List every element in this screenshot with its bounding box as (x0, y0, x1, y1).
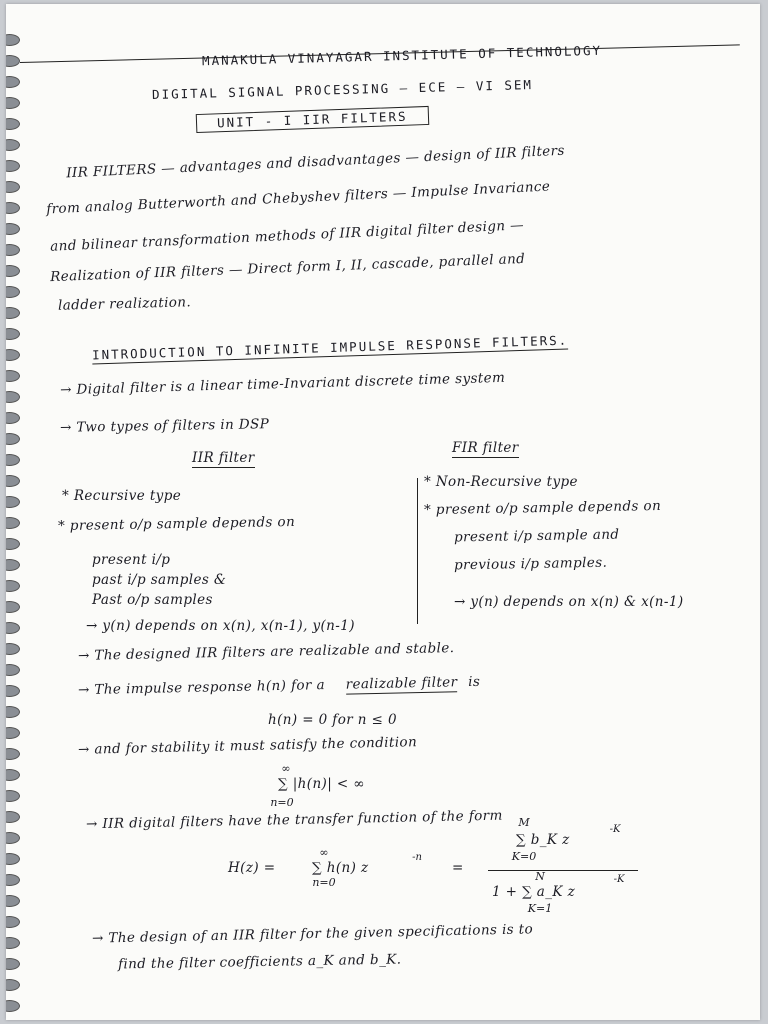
impulse-text: → The impulse response h(n) for a (77, 677, 326, 699)
spiral-ring (6, 958, 20, 970)
spiral-ring (6, 370, 20, 382)
tf-equals: = (452, 860, 464, 876)
tf-sum: ∑ h(n) z (312, 860, 369, 876)
spiral-ring (6, 391, 20, 403)
spiral-ring (6, 181, 20, 193)
tf-numerator: ∑ b_K z (516, 832, 570, 848)
fir-dependency: → y(n) depends on x(n) & x(n-1) (454, 594, 684, 610)
spiral-ring (6, 874, 20, 886)
spiral-ring (6, 748, 20, 760)
spiral-ring (6, 1000, 20, 1012)
spiral-ring (6, 433, 20, 445)
spiral-ring (6, 664, 20, 676)
spiral-ring (6, 223, 20, 235)
iir-dependency: → y(n) depends on x(n), x(n-1), y(n-1) (86, 618, 355, 634)
tf-sum-upper: ∞ (319, 846, 329, 859)
spiral-ring (6, 580, 20, 592)
spiral-ring (6, 475, 20, 487)
iir-item-4: past i/p samples & (92, 572, 227, 588)
spiral-ring (6, 643, 20, 655)
fir-item-2: * present o/p sample depends on (423, 497, 662, 519)
spiral-ring (6, 790, 20, 802)
syllabus-line-3: and bilinear transformation methods of IIR digital filter design — (49, 217, 525, 255)
statement-transfer-function: → IIR digital filters have the transfer function of the form (85, 807, 503, 833)
stability-sum-lower: n=0 (270, 796, 294, 809)
tf-den-exponent: -K (613, 874, 625, 885)
spiral-ring (6, 727, 20, 739)
realizable-filter-term: realizable filter (345, 674, 458, 693)
spiral-ring (6, 979, 20, 991)
spiral-ring (6, 412, 20, 424)
spiral-ring (6, 202, 20, 214)
tf-num-upper: M (518, 816, 530, 829)
spiral-ring (6, 328, 20, 340)
spiral-ring (6, 307, 20, 319)
iir-heading: IIR filter (192, 450, 255, 466)
tf-num-lower: K=0 (511, 850, 537, 863)
tf-fraction-bar (488, 870, 638, 871)
stability-sum-upper: ∞ (281, 762, 291, 775)
syllabus-line-1: IIR FILTERS — advantages and disadvantages — design of IIR filters (65, 142, 566, 182)
spiral-ring (6, 118, 20, 130)
tf-den-upper: N (535, 870, 545, 883)
fir-heading: FIR filter (452, 440, 519, 456)
point-digital-filter: → Digital filter is a linear time-Invariant discrete time system (59, 369, 506, 399)
notebook-page (6, 4, 760, 1020)
spiral-ring (6, 622, 20, 634)
column-divider (417, 478, 418, 624)
spiral-ring (6, 244, 20, 256)
spiral-ring (6, 538, 20, 550)
spiral-ring (6, 937, 20, 949)
syllabus-line-5: ladder realization. (57, 294, 192, 314)
spiral-ring (6, 454, 20, 466)
stability-condition: ∑ |h(n)| < ∞ (278, 776, 365, 792)
institute-name: MANAKULA VINAYAGAR INSTITUTE OF TECHNOLOGY (201, 42, 603, 69)
statement-realizable: → The designed IIR filters are realizable and stable. (77, 640, 455, 664)
spiral-ring (6, 76, 20, 88)
intro-heading: INTRODUCTION TO INFINITE IMPULSE RESPONSE FILTERS. (91, 332, 569, 363)
tf-sum-exponent: -n (412, 852, 422, 863)
syllabus-line-4: Realization of IIR filters — Direct form I, II, cascade, parallel and (49, 250, 526, 286)
iir-item-3: present i/p (92, 552, 171, 568)
statement-design: → The design of an IIR filter for the given specifications is to (91, 921, 534, 947)
point-two-types: → Two types of filters in DSP (59, 416, 270, 436)
tf-den-lower: K=1 (527, 902, 553, 915)
fir-item-4: previous i/p samples. (453, 554, 608, 574)
spiral-ring (6, 601, 20, 613)
spiral-ring (6, 139, 20, 151)
statement-coefficients: find the filter coefficients a_K and b_K. (117, 951, 402, 973)
spiral-ring (6, 265, 20, 277)
iir-item-1: * Recursive type (62, 488, 182, 504)
spiral-ring (6, 811, 20, 823)
spiral-ring (6, 349, 20, 361)
impulse-is: is (467, 673, 481, 691)
course-title: DIGITAL SIGNAL PROCESSING — ECE — VI SEM (151, 77, 534, 102)
tf-sum-lower: n=0 (312, 876, 336, 889)
tf-num-exponent: -K (609, 824, 621, 835)
syllabus-line-2: from analog Butterworth and Chebyshev filters — Impulse Invariance (45, 178, 551, 218)
fir-item-3: present i/p sample and (453, 526, 620, 546)
spiral-ring (6, 55, 20, 67)
spiral-ring (6, 496, 20, 508)
spiral-ring (6, 895, 20, 907)
tf-denominator: 1 + ∑ a_K z (492, 884, 576, 900)
statement-stability: → and for stability it must satisfy the condition (77, 734, 418, 758)
spiral-ring (6, 34, 20, 46)
statement-impulse-response (78, 674, 480, 698)
spiral-ring (6, 706, 20, 718)
unit-title: UNIT - I IIR FILTERS (196, 106, 429, 133)
fir-item-1: * Non-Recursive type (424, 474, 578, 490)
iir-item-2: * present o/p sample depends on (57, 513, 296, 535)
spiral-ring (6, 685, 20, 697)
iir-item-5: Past o/p samples (92, 592, 213, 608)
spiral-ring (6, 853, 20, 865)
spiral-ring (6, 769, 20, 781)
spiral-ring (6, 160, 20, 172)
spiral-ring (6, 832, 20, 844)
tf-lhs: H(z) = (228, 860, 276, 876)
spiral-ring (6, 517, 20, 529)
causality-condition: h(n) = 0 for n ≤ 0 (268, 712, 397, 728)
spiral-ring (6, 286, 20, 298)
spiral-ring (6, 559, 20, 571)
spiral-ring (6, 916, 20, 928)
spiral-ring (6, 97, 20, 109)
